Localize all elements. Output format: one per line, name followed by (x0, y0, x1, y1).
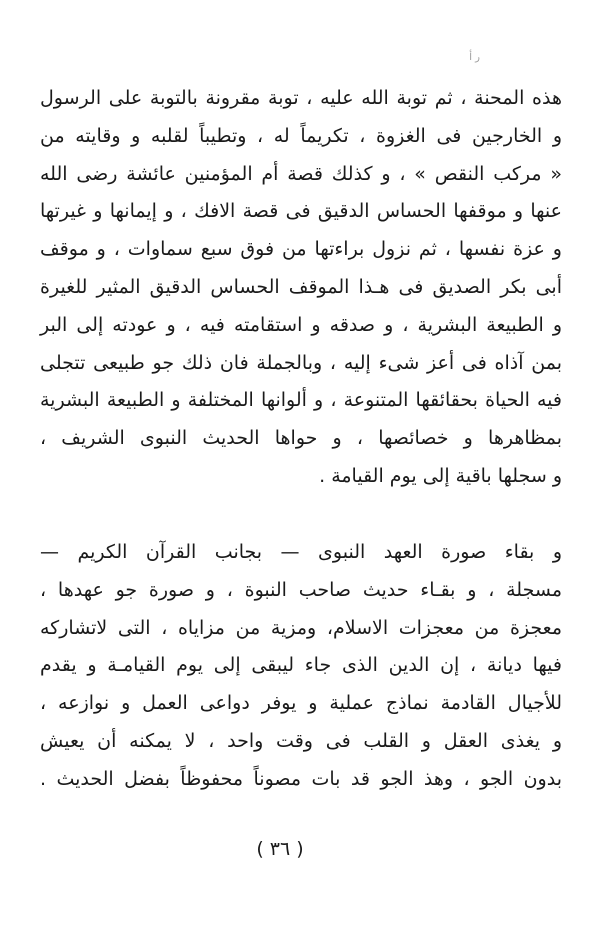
text-line: بدون الجو ، وهذ الجو قد بات مصوناً محفوظاً بفضل الحديث . (40, 767, 562, 790)
text-line: مسجلة ، و بقـاء حديث صاحب النبوة ، و صورة جو عهدها ، (40, 578, 562, 601)
text-line: « مركب النقص » ، و كذلك قصة أم المؤمنين عائشة رضى الله (40, 162, 562, 185)
text-line: و الخارجين فى الغزوة ، تكريماً له ، وتطيباً لقلبه و وقايته من (40, 124, 562, 147)
text-line: فيها ديانة ، إن الدين الذى جاء ليبقى إلى يوم القيامـة و يقدم (40, 654, 562, 677)
text-line: هذه المحنة ، ثم توبة الله عليه ، توبة مقرونة بالتوبة على الرسول (40, 87, 562, 109)
text-line: للأجيال القادمة نماذج عملية و يوفر دواعى العمل و نوازعه ، (40, 692, 562, 715)
paragraph-1 (40, 80, 562, 496)
paragraph-2 (40, 534, 562, 799)
text-line: فيه الحياة بحقائقها المتنوعة ، و ألوانها المختلفة و الطبيعة البشرية (40, 389, 562, 412)
text-line: بمظاهرها و خصائصها ، و حواها الحديث النبوى الشريف ، (40, 427, 562, 450)
text-line: و بقاء صورة العهد النبوى — بجانب القرآن الكريم — (40, 541, 562, 563)
text-line: و سجلها باقية إلى يوم القيامة . (319, 464, 562, 487)
text-line: و الطبيعة البشرية ، و صدقه و استقامته فيه ، و عودته إلى البر (40, 313, 562, 336)
page-number: ( ٣٦ ) (256, 838, 304, 860)
scan-mark: ﺭ ﺃ (469, 52, 480, 63)
text-line: و يغذى العقل و القلب فى وقت واحد ، لا يمكنه أن يعيش (40, 729, 562, 752)
text-line: عنها و موقفها الحساس الدقيق فى قصة الافك ، و إيمانها و غيرتها (40, 200, 562, 223)
text-line: أبى بكر الصديق فى هـذا الموقف الحساس الدقيق المثير للغيرة (40, 275, 562, 298)
text-line: و عزة نفسها ، ثم نزول براءتها من فوق سبع سماوات ، و موقف (40, 238, 562, 261)
text-line: بمن آذاه فى أعز شىء إليه ، وبالجملة فان ذلك جو طبيعى تتجلى (40, 351, 562, 374)
text-line: معجزة من معجزات الاسلام، ومزية من مزاياه ، التى لاتشاركه (40, 616, 562, 639)
